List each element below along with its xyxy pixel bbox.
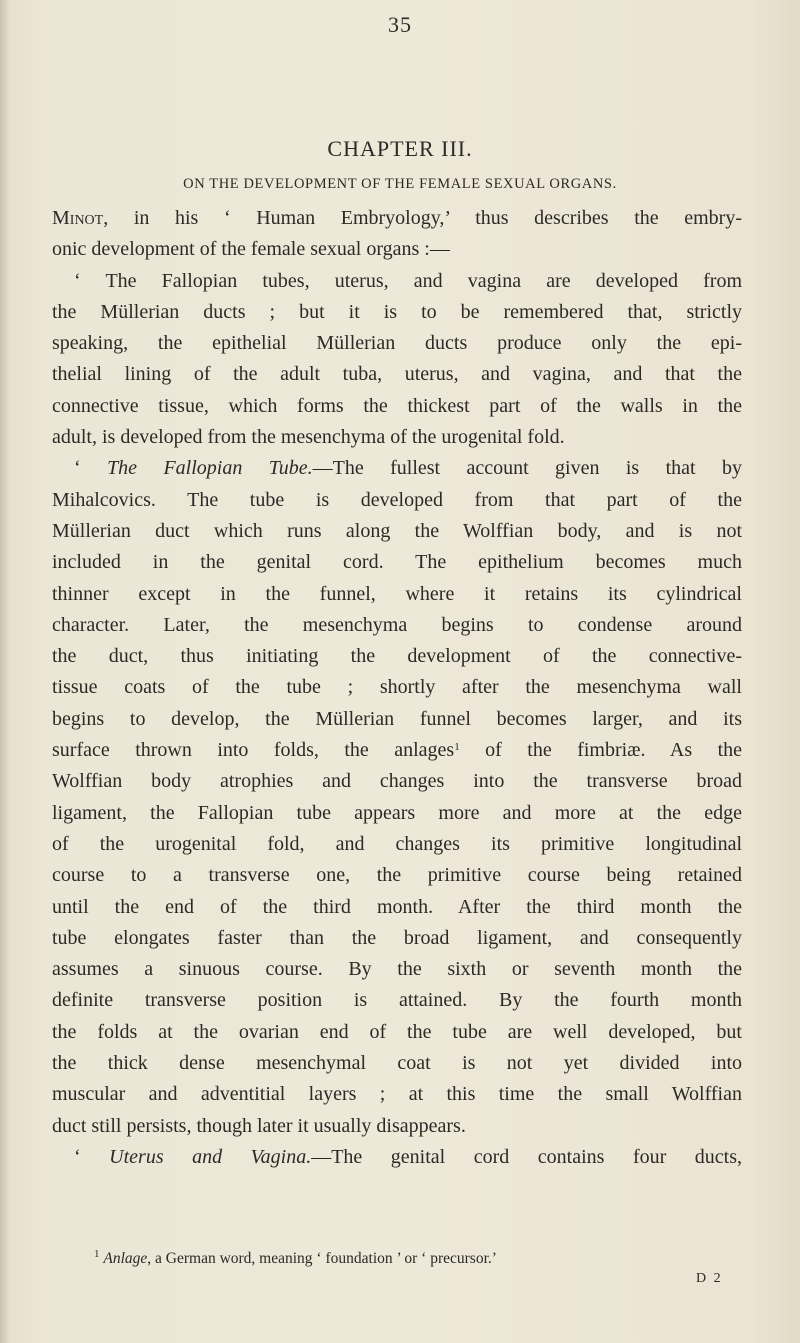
line-text: tissue coats of the tube ; shortly after the mesenchyma wall [52,676,742,699]
line-text: the Müllerian ducts ; but it is to be remembered that, strictly [52,300,742,323]
line-text: the duct, thus initiating the development of the connective- [52,645,742,668]
text-line [52,735,742,766]
chapter-subtitle: ON THE DEVELOPMENT OF THE FEMALE SEXUAL ORGANS. [183,176,617,192]
author-name: Minot [52,207,104,229]
text-line [52,985,742,1016]
footnote-marker: 1 [94,1248,100,1260]
text-line [52,860,742,891]
page-number: 35 [388,12,412,37]
text-line [52,892,742,923]
line-text: Mihalcovics. The tube is developed from that part of the [52,488,742,511]
line-text: of the urogenital fold, and changes its primitive longitudinal [52,832,742,855]
text-line [52,453,742,484]
line-text: —The fullest account given is that by [312,457,742,480]
text-line [52,672,742,703]
line-quote-mark: ‘ [74,457,108,480]
line-text: until the end of the third month. After the third month the [52,895,742,918]
text-line [52,1048,742,1079]
text-line [52,422,742,453]
text-line [52,954,742,985]
text-line [52,766,742,797]
footnote-reference: 1 [454,741,460,754]
text-line [52,266,742,297]
line-text: definite transverse position is attained. By the fourth month [52,989,742,1012]
text-line [52,579,742,610]
line-text: the folds at the ovarian end of the tube are well developed, but [52,1020,742,1043]
text-line [52,203,742,234]
line-text: , in his ‘ Human Embryology,’ thus describes the embry- [103,207,742,229]
line-text: ‘ The Fallopian tubes, uterus, and vagina are developed from [74,269,742,292]
text-line [52,516,742,547]
text-line [52,829,742,860]
page-edge-shadow [0,0,10,1343]
line-text: course to a transverse one, the primitive course being retained [52,864,742,887]
section-heading-inline: The Fallopian Tube. [107,457,313,480]
line-text: adult, is developed from the mesenchyma of the urogenital fold. [52,426,565,449]
text-line [52,1142,742,1173]
line-text: the thick dense mesenchymal coat is not yet divided into [52,1052,742,1075]
text-line [52,641,742,672]
line-text: connective tissue, which forms the thickest part of the walls in the [52,394,742,417]
line-text: ligament, the Fallopian tube appears more and more at the edge [52,801,742,824]
chapter-title: CHAPTER III. [327,136,473,161]
signature-mark: D 2 [696,1271,723,1286]
line-text: onic development of the female sexual organs :— [52,238,450,261]
line-text: begins to develop, the Müllerian funnel becomes larger, and its [52,707,742,730]
text-line [52,798,742,829]
text-line [52,359,742,390]
footnote-text: , a German word, meaning ‘ foundation ’ or ‘ precursor.’ [147,1250,497,1267]
line-text: speaking, the epithelial Müllerian ducts produce only the epi- [52,332,742,355]
line-text: Müllerian duct which runs along the Wolffian body, and is not [52,519,742,542]
text-line [52,485,742,516]
text-line [52,1079,742,1110]
text-line [52,547,742,578]
line-text: included in the genital cord. The epithelium becomes much [52,551,742,574]
line-quote-mark: ‘ [74,1145,110,1168]
text-line [52,923,742,954]
line-text: muscular and adventitial layers ; at this time the small Wolffian [52,1083,742,1106]
line-text: assumes a sinuous course. By the sixth or seventh month the [52,958,742,981]
line-text: Wolffian body atrophies and changes into the transverse broad [52,770,742,793]
text-line [52,1017,742,1048]
text-line [52,391,742,422]
line-text: surface thrown into folds, the anlages [52,739,455,762]
text-line [52,234,742,265]
text-line [52,704,742,735]
text-line [52,328,742,359]
line-text: thelial lining of the adult tuba, uterus, and vagina, and that the [52,363,742,386]
line-text: thinner except in the funnel, where it retains its cylindrical [52,582,742,605]
text-line [52,297,742,328]
line-text: tube elongates faster than the broad ligament, and consequently [52,926,742,949]
footnote-term: Anlage [103,1250,148,1267]
section-heading-inline: Uterus and Vagina. [109,1145,312,1168]
footnote [94,1248,744,1270]
line-text: —The genital cord contains four ducts, [311,1145,742,1168]
line-text: duct still persists, though later it usually disappears. [52,1114,466,1137]
text-line [52,1111,742,1142]
body-text [52,203,742,1173]
text-line [52,610,742,641]
line-text-continued: of the fimbriæ. As the [459,739,742,762]
line-text: character. Later, the mesenchyma begins to condense around [52,613,742,636]
